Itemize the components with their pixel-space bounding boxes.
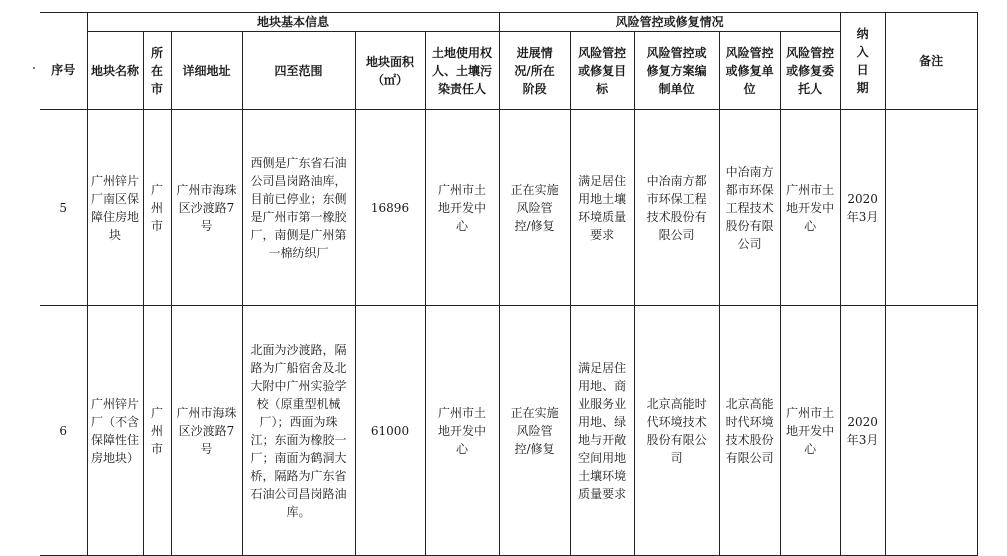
cell-boundary: 北面为沙渡路，隔路为广船宿舍及北大附中广州实验学校（原重型机械厂）；西面为珠江；东面为橡胶一厂；南面为鹤洞大桥，隔路为广东省石油公司昌岗路油库。	[242, 306, 355, 556]
group-header-row	[40, 13, 977, 32]
cell-no: 6	[40, 306, 87, 556]
col-header-area: 地块面积（㎡）	[355, 32, 425, 110]
cell-date: 2020年3月	[840, 110, 885, 306]
col-header-note: 备注	[885, 13, 977, 110]
col-header-date: 纳入日期	[840, 13, 885, 110]
table-row	[40, 110, 977, 306]
col-header-client: 风险管控或修复委托人	[780, 32, 840, 110]
cell-owner: 广州市土地开发中心	[425, 306, 499, 556]
cell-address: 广州市海珠区沙渡路7号	[171, 306, 242, 556]
col-header-city: 所在市	[143, 32, 171, 110]
cell-name: 广州锌片厂南区保障住房地块	[87, 110, 143, 306]
cell-progress: 正在实施风险管控/修复	[499, 110, 570, 306]
col-header-no: 序号	[40, 32, 87, 110]
cell-area: 61000	[355, 306, 425, 556]
cell-progress: 正在实施风险管控/修复	[499, 306, 570, 556]
col-header-plan-unit: 风险管控或修复方案编制单位	[634, 32, 719, 110]
contaminated-site-table	[40, 12, 978, 556]
col-header-address: 详细地址	[171, 32, 242, 110]
corner-cell	[40, 13, 87, 32]
cell-plan-unit: 中冶南方都市环保工程技术股份有限公司	[634, 110, 719, 306]
col-header-name: 地块名称	[87, 32, 143, 110]
group-header-basic: 地块基本信息	[87, 13, 499, 32]
col-header-owner: 土地使用权人、土壤污染责任人	[425, 32, 499, 110]
cell-note	[885, 110, 977, 306]
cell-target: 满足居住用地、商业服务业用地、绿地与开敞空间用地土壤环境质量要求	[570, 306, 634, 556]
cell-no: 5	[40, 110, 87, 306]
col-header-target: 风险管控或修复目标	[570, 32, 634, 110]
col-header-progress: 进展情况/所在阶段	[499, 32, 570, 110]
cell-plan-unit: 北京高能时代环境技术股份有限公司	[634, 306, 719, 556]
cell-client: 广州市土地开发中心	[780, 110, 840, 306]
cell-boundary: 西侧是广东省石油公司昌岗路油库，目前已停业；东侧是广州市第一橡胶厂，南侧是广州第一棉纺织厂	[242, 110, 355, 306]
cell-note	[885, 306, 977, 556]
cell-name: 广州锌片厂（不含保障性住房地块）	[87, 306, 143, 556]
group-header-risk: 风险管控或修复情况	[499, 13, 840, 32]
cell-city: 广州市	[143, 110, 171, 306]
col-header-boundary: 四至范围	[242, 32, 355, 110]
cell-address: 广州市海珠区沙渡路7号	[171, 110, 242, 306]
scan-speck	[33, 67, 35, 69]
cell-exec-unit: 中冶南方都市环保工程技术股份有限公司	[719, 110, 780, 306]
cell-client: 广州市土地开发中心	[780, 306, 840, 556]
col-header-exec-unit: 风险管控或修复单位	[719, 32, 780, 110]
cell-date: 2020年3月	[840, 306, 885, 556]
cell-target: 满足居住用地土壤环境质量要求	[570, 110, 634, 306]
column-header-row	[40, 32, 977, 110]
table-row	[40, 306, 977, 556]
cell-owner: 广州市土地开发中心	[425, 110, 499, 306]
cell-exec-unit: 北京高能时代环境技术股份有限公司	[719, 306, 780, 556]
cell-city: 广州市	[143, 306, 171, 556]
cell-area: 16896	[355, 110, 425, 306]
